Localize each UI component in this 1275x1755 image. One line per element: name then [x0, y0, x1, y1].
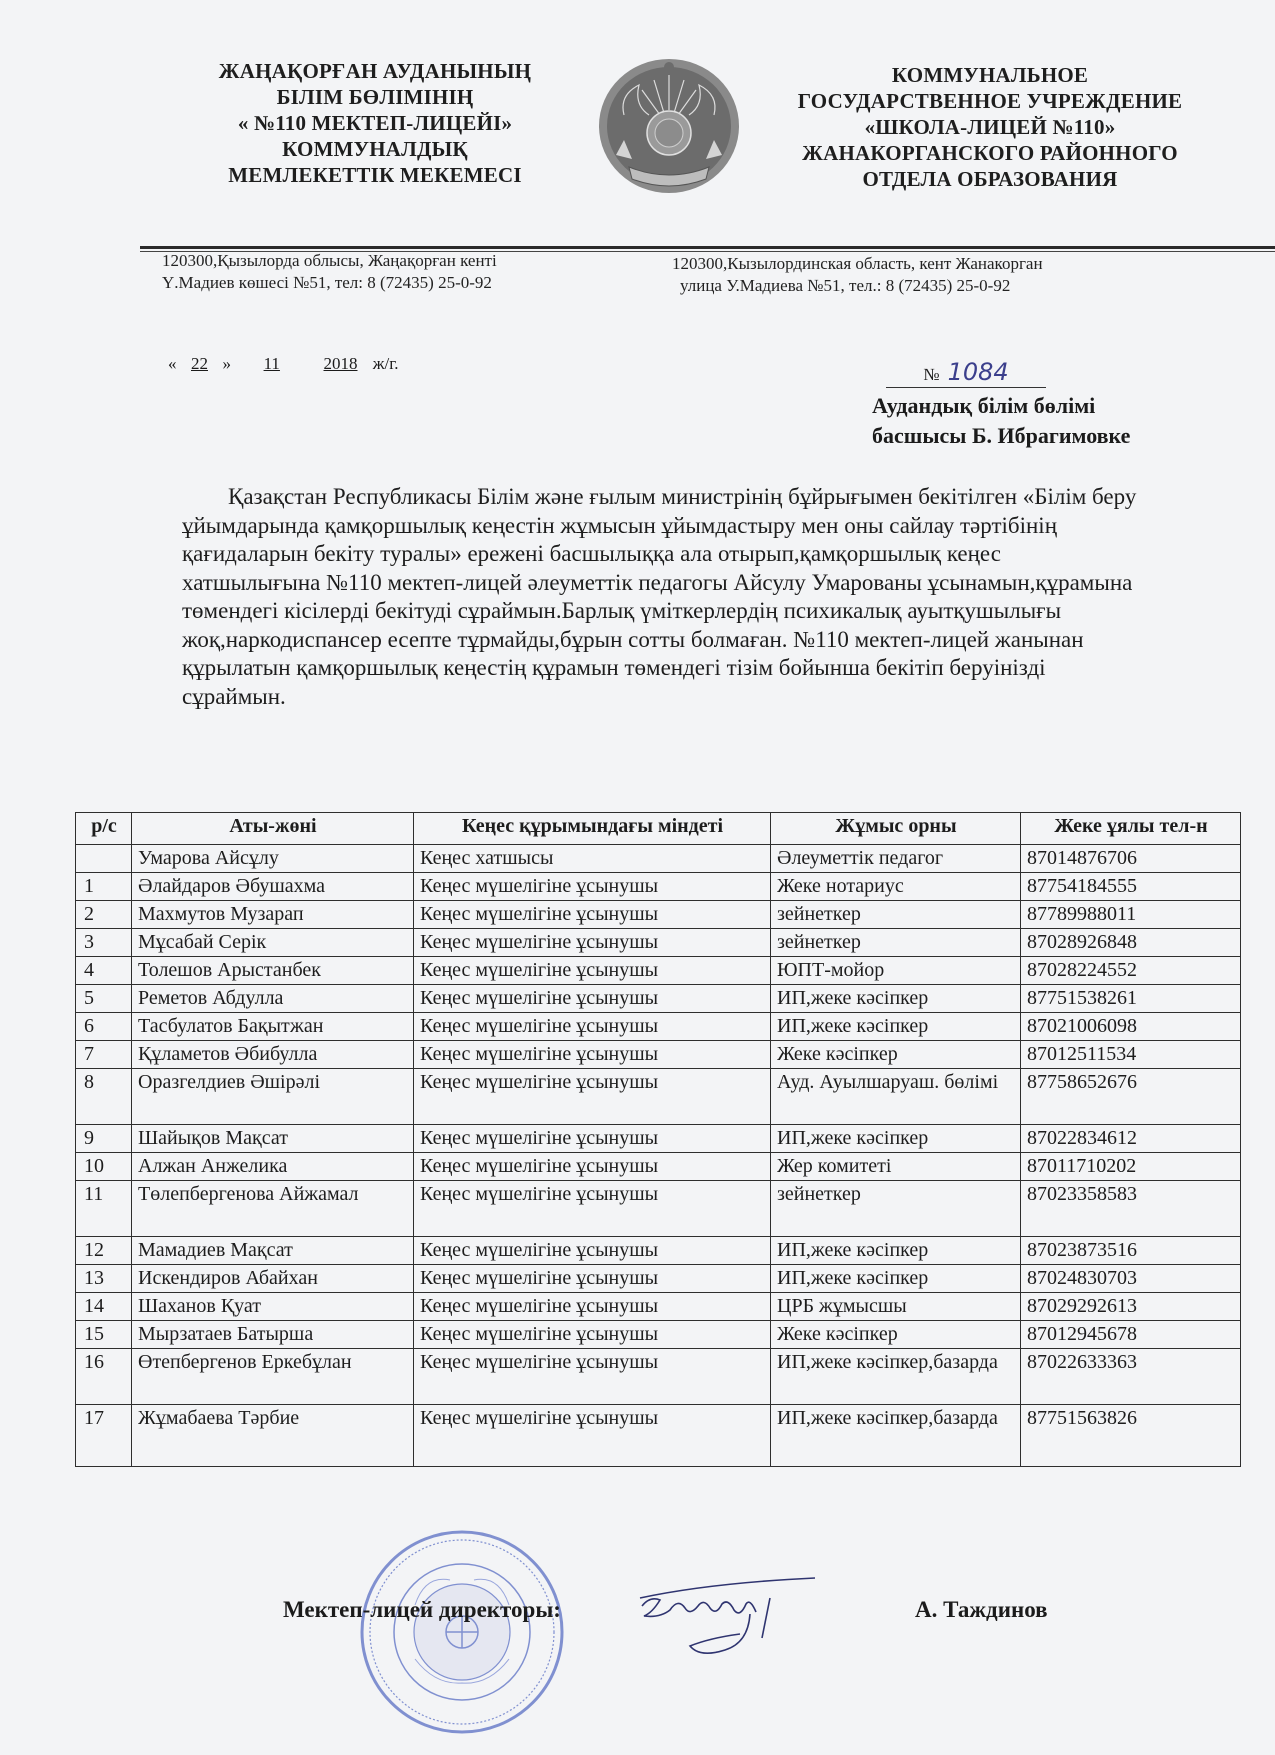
column-header-workplace: Жұмыс орны	[771, 813, 1021, 845]
member-phone: 87022834612	[1021, 1125, 1241, 1153]
table-row	[76, 929, 1241, 957]
member-workplace: Жеке нотариус	[771, 873, 1021, 901]
member-workplace: ИП,жеке кәсіпкер	[771, 1013, 1021, 1041]
member-phone: 87023873516	[1021, 1237, 1241, 1265]
member-role: Кеңес мүшелігіне ұсынушы	[414, 1237, 771, 1265]
member-role: Кеңес мүшелігіне ұсынушы	[414, 1265, 771, 1293]
member-workplace: ИП,жеке кәсіпкер	[771, 1265, 1021, 1293]
member-workplace: Жер комитеті	[771, 1153, 1021, 1181]
table-row	[76, 957, 1241, 985]
row-number: 14	[76, 1293, 132, 1321]
row-number: 16	[76, 1349, 132, 1405]
member-phone: 87012945678	[1021, 1321, 1241, 1349]
org-line: ЖАНАКОРГАНСКОГО РАЙОННОГО	[802, 141, 1178, 165]
member-workplace: Жеке кәсіпкер	[771, 1041, 1021, 1069]
row-number: 13	[76, 1265, 132, 1293]
member-phone: 87022633363	[1021, 1349, 1241, 1405]
member-name: Махмутов Музарап	[132, 901, 414, 929]
row-number: 17	[76, 1405, 132, 1467]
member-name: Жұмабаева Тәрбие	[132, 1405, 414, 1467]
member-name: Әлайдаров Әбушахма	[132, 873, 414, 901]
member-name: Шаханов Қуат	[132, 1293, 414, 1321]
member-name: Шайықов Мақсат	[132, 1125, 414, 1153]
member-workplace: ИП,жеке кәсіпкер,базарда	[771, 1349, 1021, 1405]
column-header-number: р/с	[76, 813, 132, 845]
member-phone: 87024830703	[1021, 1265, 1241, 1293]
table-row	[76, 845, 1241, 873]
member-workplace: ИП,жеке кәсіпкер	[771, 1125, 1021, 1153]
row-number: 12	[76, 1237, 132, 1265]
date-year: 2018	[323, 354, 358, 373]
table-row	[76, 1125, 1241, 1153]
member-name: Умарова Айсұлу	[132, 845, 414, 873]
table-row	[76, 1069, 1241, 1125]
address-kazakh	[162, 250, 662, 294]
member-name: Оразгелдиев Әшірәлі	[132, 1069, 414, 1125]
member-phone: 87789988011	[1021, 901, 1241, 929]
signature-label: Мектеп-лицей директоры:	[283, 1597, 561, 1622]
member-workplace: Ауд. Ауылшаруаш. бөлімі	[771, 1069, 1021, 1125]
member-name: Алжан Анжелика	[132, 1153, 414, 1181]
member-role: Кеңес мүшелігіне ұсынушы	[414, 1181, 771, 1237]
member-role: Кеңес мүшелігіне ұсынушы	[414, 929, 771, 957]
member-role: Кеңес мүшелігіне ұсынушы	[414, 1349, 771, 1405]
member-name: Өтепбергенов Еркебұлан	[132, 1349, 414, 1405]
row-number: 11	[76, 1181, 132, 1237]
table-row	[76, 1405, 1241, 1467]
member-workplace: зейнеткер	[771, 1181, 1021, 1237]
member-workplace: зейнеткер	[771, 929, 1021, 957]
row-number: 5	[76, 985, 132, 1013]
table-row	[76, 1013, 1241, 1041]
member-workplace: ЮПТ-мойор	[771, 957, 1021, 985]
column-header-role: Кеңес құрымындағы міндеті	[414, 813, 771, 845]
org-name-kazakh	[160, 58, 590, 188]
row-number: 7	[76, 1041, 132, 1069]
director-name: А. Таждинов	[915, 1597, 1048, 1622]
address-russian	[672, 253, 1232, 297]
member-phone: 87011710202	[1021, 1153, 1241, 1181]
member-phone: 87028926848	[1021, 929, 1241, 957]
row-number: 8	[76, 1069, 132, 1125]
address-line: 120300,Кызылординская область, кент Жанакорган	[672, 254, 1043, 273]
member-role: Кеңес мүшелігіне ұсынушы	[414, 1293, 771, 1321]
official-stamp-icon	[355, 1525, 570, 1740]
org-line: КОММУНАЛЬНОЕ	[891, 63, 1089, 87]
member-phone: 87754184555	[1021, 873, 1241, 901]
member-workplace: ИП,жеке кәсіпкер	[771, 985, 1021, 1013]
reference-number	[886, 358, 1046, 388]
member-workplace: ИП,жеке кәсіпкер,базарда	[771, 1405, 1021, 1467]
member-role: Кеңес мүшелігіне ұсынушы	[414, 901, 771, 929]
member-name: Төлепбергенова Айжамал	[132, 1181, 414, 1237]
member-role: Кеңес мүшелігіне ұсынушы	[414, 1041, 771, 1069]
table-row	[76, 985, 1241, 1013]
member-workplace: Әлеуметтік педагог	[771, 845, 1021, 873]
member-role: Кеңес мүшелігіне ұсынушы	[414, 1153, 771, 1181]
address-line: 120300,Қызылорда облысы, Жаңақорған кенті	[162, 251, 497, 270]
council-members-table	[75, 812, 1241, 1467]
row-number: 2	[76, 901, 132, 929]
table-row	[76, 1349, 1241, 1405]
addressee-line: Аудандық білім бөлімі	[872, 393, 1096, 418]
addressee-line: басшысы Б. Ибрагимовке	[872, 423, 1131, 448]
date-suffix: ж/г.	[372, 354, 399, 373]
member-phone: 87012511534	[1021, 1041, 1241, 1069]
row-number: 3	[76, 929, 132, 957]
member-phone: 87028224552	[1021, 957, 1241, 985]
org-line: ОТДЕЛА ОБРАЗОВАНИЯ	[862, 167, 1118, 191]
member-phone: 87014876706	[1021, 845, 1241, 873]
date-month: 11	[263, 354, 280, 373]
state-emblem-icon	[594, 55, 744, 197]
member-role: Кеңес мүшелігіне ұсынушы	[414, 1069, 771, 1125]
date-day: 22	[191, 354, 208, 373]
org-line: КОММУНАЛДЫҚ	[282, 137, 468, 161]
signature-icon	[630, 1568, 820, 1664]
table-row	[76, 1181, 1241, 1237]
member-role: Кеңес мүшелігіне ұсынушы	[414, 985, 771, 1013]
member-phone: 87029292613	[1021, 1293, 1241, 1321]
row-number	[76, 845, 132, 873]
org-name-russian	[740, 62, 1240, 192]
member-role: Кеңес мүшелігіне ұсынушы	[414, 1405, 771, 1467]
row-number: 6	[76, 1013, 132, 1041]
member-phone: 87751563826	[1021, 1405, 1241, 1467]
row-number: 4	[76, 957, 132, 985]
member-phone: 87023358583	[1021, 1181, 1241, 1237]
column-header-phone: Жеке ұялы тел-н	[1021, 813, 1241, 845]
member-name: Тасбулатов Бақытжан	[132, 1013, 414, 1041]
org-line: «ШКОЛА-ЛИЦЕЙ №110»	[864, 115, 1116, 139]
table-row	[76, 1321, 1241, 1349]
reference-label: №	[923, 365, 940, 384]
member-phone: 87021006098	[1021, 1013, 1241, 1041]
member-phone: 87758652676	[1021, 1069, 1241, 1125]
member-name: Мамадиев Мақсат	[132, 1237, 414, 1265]
member-role: Кеңес мүшелігіне ұсынушы	[414, 1013, 771, 1041]
member-phone: 87751538261	[1021, 985, 1241, 1013]
table-row	[76, 1041, 1241, 1069]
member-role: Кеңес мүшелігіне ұсынушы	[414, 1321, 771, 1349]
org-line: « №110 МЕКТЕП-ЛИЦЕЙІ»	[237, 111, 513, 135]
org-line: ЖАҢАҚОРҒАН АУДАНЫНЫҢ	[218, 59, 532, 83]
org-line: ГОСУДАРСТВЕННОЕ УЧРЕЖДЕНИЕ	[797, 89, 1183, 113]
member-name: Реметов Абдулла	[132, 985, 414, 1013]
row-number: 10	[76, 1153, 132, 1181]
column-header-name: Аты-жөні	[132, 813, 414, 845]
table-header-row	[76, 813, 1241, 845]
member-name: Искендиров Абайхан	[132, 1265, 414, 1293]
member-role: Кеңес хатшысы	[414, 845, 771, 873]
table-row	[76, 873, 1241, 901]
member-workplace: Жеке кәсіпкер	[771, 1321, 1021, 1349]
member-role: Кеңес мүшелігіне ұсынушы	[414, 873, 771, 901]
org-line: МЕМЛЕКЕТТІК МЕКЕМЕСІ	[228, 163, 522, 187]
address-line: Ү.Мадиев көшесі №51, тел: 8 (72435) 25-0-92	[162, 273, 492, 292]
member-workplace: зейнеткер	[771, 901, 1021, 929]
table-row	[76, 1293, 1241, 1321]
reference-value: 1084	[947, 358, 1009, 386]
header-divider	[140, 246, 1275, 249]
table-row	[76, 1237, 1241, 1265]
table-row	[76, 1153, 1241, 1181]
address-line: улица У.Мадиева №51, тел.: 8 (72435) 25-0-92	[680, 276, 1011, 295]
row-number: 1	[76, 873, 132, 901]
member-name: Толешов Арыстанбек	[132, 957, 414, 985]
row-number: 9	[76, 1125, 132, 1153]
member-name: Мұсабай Серік	[132, 929, 414, 957]
member-name: Құламетов Әбибулла	[132, 1041, 414, 1069]
addressee	[872, 391, 1130, 451]
letter-body: Қазақстан Республикасы Білім және ғылым министрінің бұйрығымен бекітілген «Білім беру ұйымдарында қамқоршылық кеңестін жұмысын ұйымдастыру мен оны сайлау тәртібінің қағидаларын бекіту туралы» ережені басшылыққа ала отырып,қамқоршылық кеңес хатшылығына №110 мектеп-лицей әлеуметтік педагогы Айсулу Умарованы ұсынамын,құрамына төмендегі кісілерді бекітуді сұраймын.Барлық үміткерлердің психикалық ауытқушылығы жоқ,наркодиспансер есепте тұрмайды,бұрын сотты болмаған. №110 мектеп-лицей жанынан құрылатын қамқоршылық кеңестің құрамын төмендегі тізім бойынша бекітіп беруінізді сұраймын.	[182, 484, 1137, 709]
table-row	[76, 901, 1241, 929]
member-role: Кеңес мүшелігіне ұсынушы	[414, 957, 771, 985]
document-date	[168, 354, 399, 374]
member-workplace: ИП,жеке кәсіпкер	[771, 1237, 1021, 1265]
org-line: БІЛІМ БӨЛІМІНІҢ	[276, 85, 474, 109]
member-workplace: ЦРБ жұмысшы	[771, 1293, 1021, 1321]
member-role: Кеңес мүшелігіне ұсынушы	[414, 1125, 771, 1153]
table-row	[76, 1265, 1241, 1293]
row-number: 15	[76, 1321, 132, 1349]
date-quote-close: »	[222, 354, 231, 373]
date-quote-open: «	[168, 354, 177, 373]
member-name: Мырзатаев Батырша	[132, 1321, 414, 1349]
